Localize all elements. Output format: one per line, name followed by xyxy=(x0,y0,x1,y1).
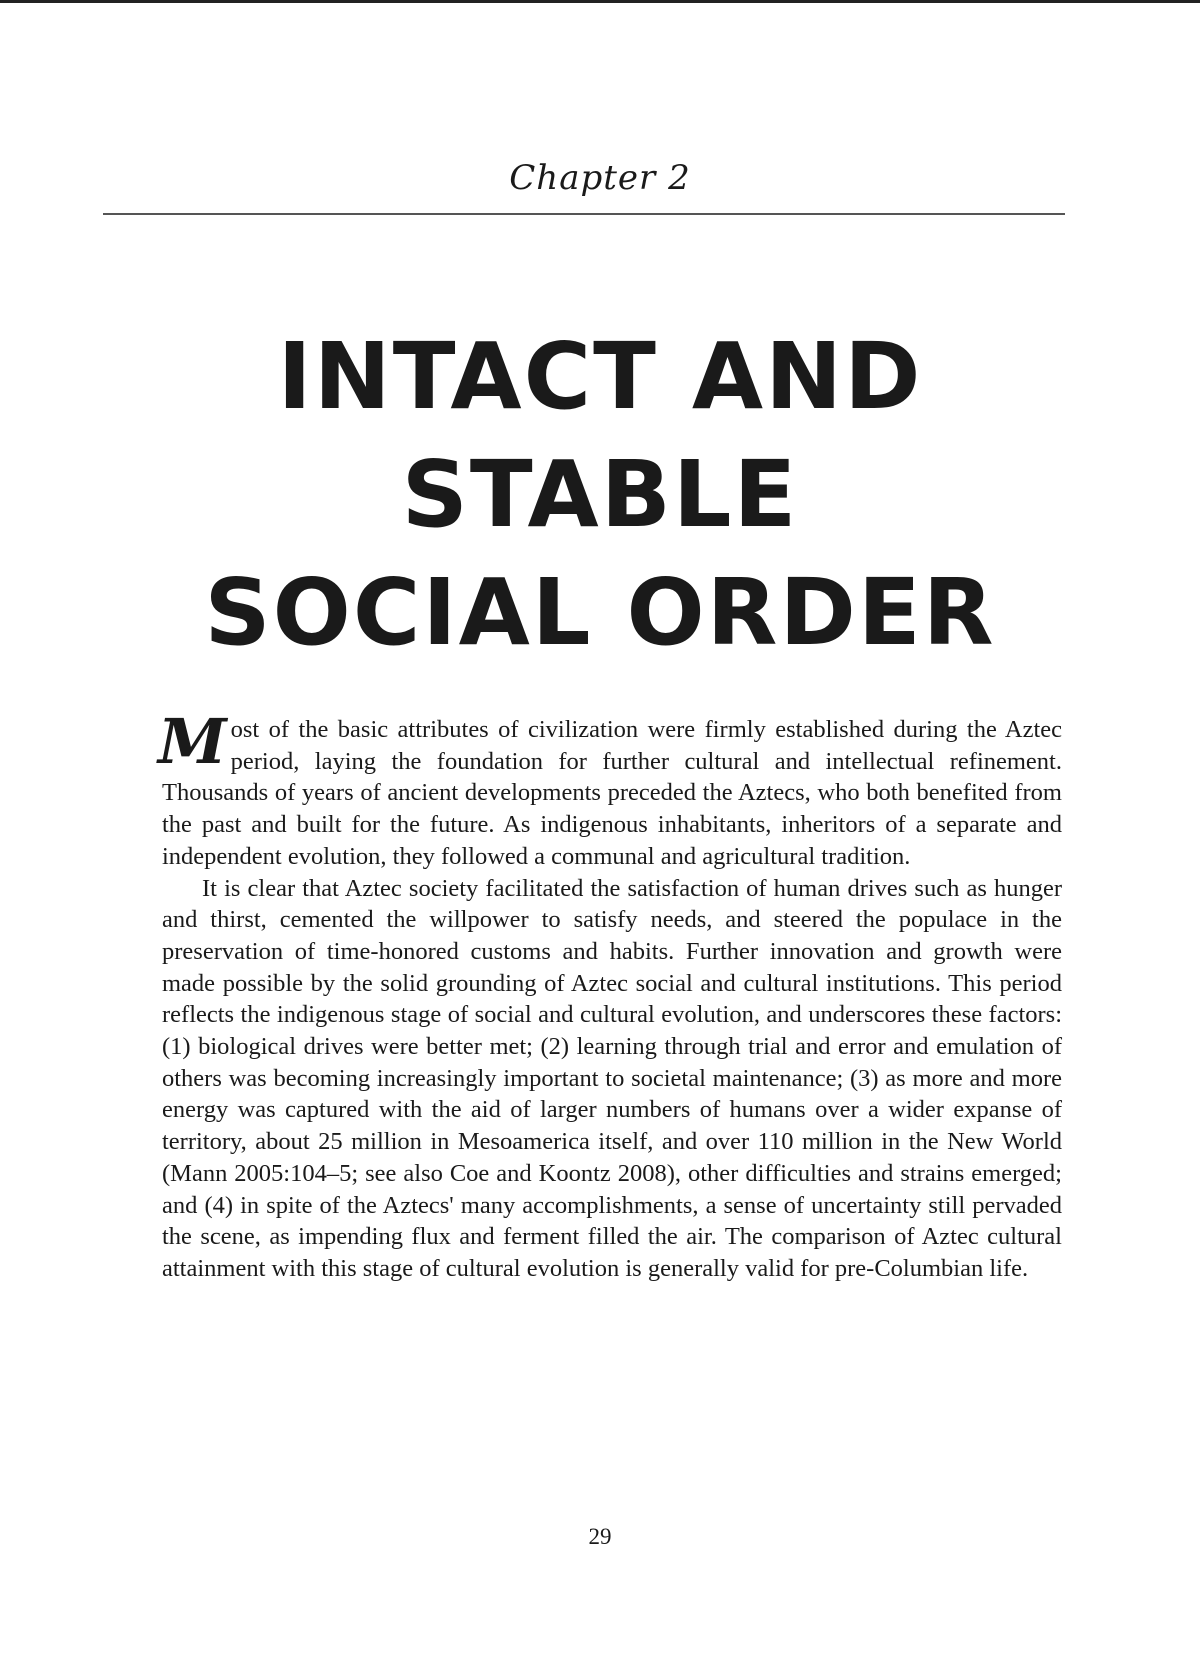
chapter-label: Chapter 2 xyxy=(509,158,691,198)
chapter-body xyxy=(158,705,1062,1285)
chapter-title-line-2: SOCIAL ORDER xyxy=(204,559,996,666)
page-number: 29 xyxy=(588,1524,612,1549)
chapter-divider xyxy=(103,213,1065,215)
drop-cap: M xyxy=(158,705,227,778)
chapter-title xyxy=(100,318,1100,672)
paragraph-1-text: ost of the basic attributes of civilization were firmly established during the Aztec period, laying the foundation for further cultural and intellectual refinement. Thousands of years of ancient developments preceded the Aztecs, who both benefited from the past and built for the future. As indigenous inhabitants, inheritors of a separate and independent evolution, they followed a communal and agricultural tradition. xyxy=(162,716,1062,870)
chapter-title-line-1: INTACT AND STABLE xyxy=(277,323,923,548)
paragraph-2: It is clear that Aztec society facilitated the satisfaction of human drives such as hunger and thirst, cemented the willpower to satisfy needs, and steered the populace in the preservation of time-honored customs and habits. Further innovation and growth were made possible by the solid grounding of Aztec social and cultural institutions. This period reflects the indigenous stage of social and cultural evolution, and underscores these factors: (1) biological drives were better met; (2) learning through trial and error and emulation of others was becoming increasingly important to societal maintenance; (3) as more and more energy was captured with the aid of larger numbers of humans over a wider expanse of territory, about 25 million in Mesoamerica itself, and over 110 million in the New World (Mann 2005:104–5; see also Coe and Koontz 2008), other difficulties and strains emerged; and (4) in spite of the Aztecs' many accomplishments, a sense of uncertainty still pervaded the scene, as impending flux and ferment filled the air. The comparison of Aztec cultural attainment with this stage of cultural evolution is generally valid for pre-Columbian life. xyxy=(162,874,1062,1282)
paragraph-1 xyxy=(158,705,1062,873)
page-top-border xyxy=(0,0,1200,3)
